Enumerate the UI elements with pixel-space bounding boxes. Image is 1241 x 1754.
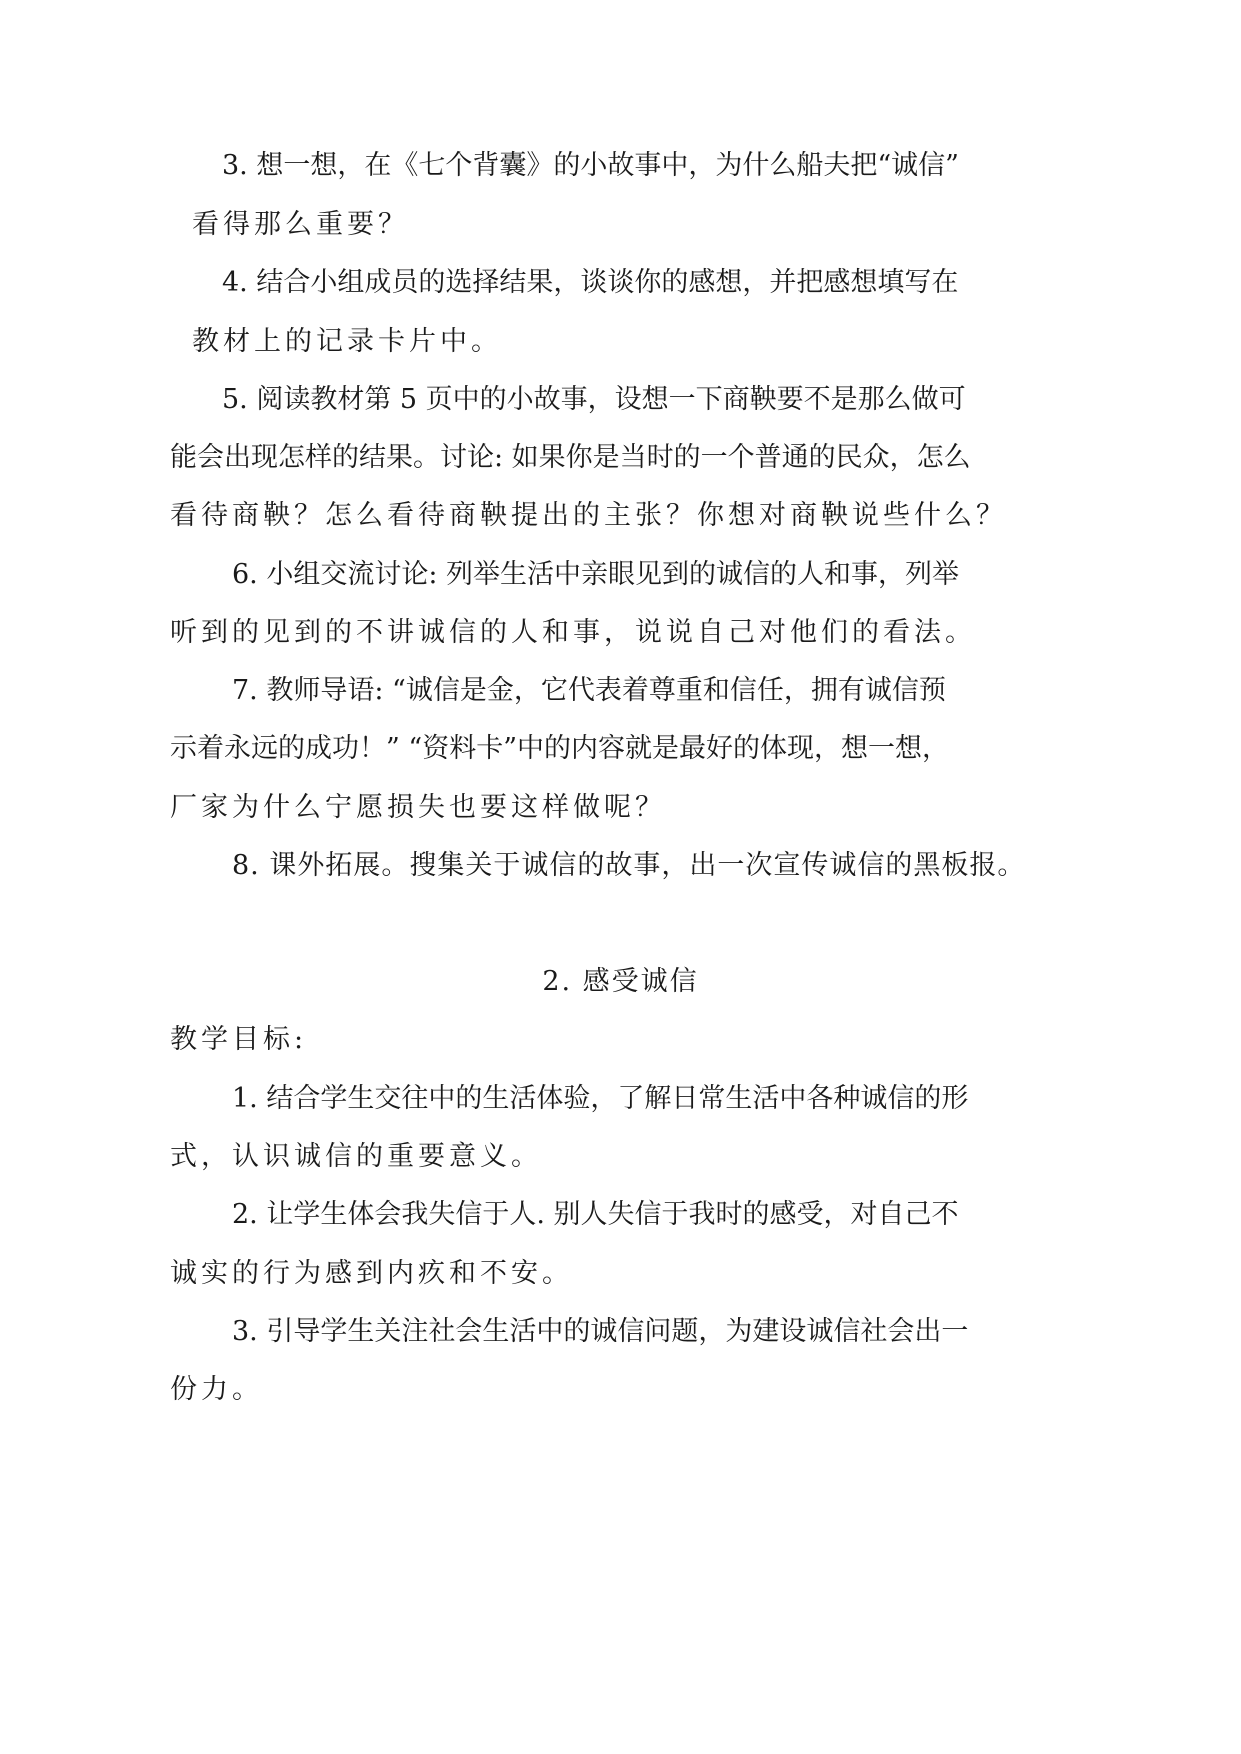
item-6-line-1: 6. 小组交流讨论: 列举生活中亲眼见到的诚信的人和事，列举 xyxy=(232,559,960,590)
section-title: 2. 感受诚信 xyxy=(542,966,699,997)
item-4-line-2: 教材上的记录卡片中。 xyxy=(192,326,502,357)
goal-3-line-2: 份力。 xyxy=(170,1374,263,1405)
item-8-line-1: 8. 课外拓展。搜集关于诚信的故事，出一次宣传诚信的黑板报。 xyxy=(232,850,1026,881)
goal-2-line-2: 诚实的行为感到内疚和不安。 xyxy=(170,1258,573,1289)
item-4-line-1: 4. 结合小组成员的选择结果，谈谈你的感想，并把感想填写在 xyxy=(222,267,959,298)
goals-heading: 教学目标: xyxy=(170,1024,308,1055)
goal-1-line-2: 式，认识诚信的重要意义。 xyxy=(170,1141,542,1172)
goal-3-line-1: 3. 引导学生关注社会生活中的诚信问题，为建设诚信社会出一 xyxy=(232,1316,969,1347)
item-5-line-1: 5. 阅读教材第 5 页中的小故事，设想一下商鞅要不是那么做可 xyxy=(222,384,966,415)
item-5-line-3: 看待商鞅？怎么看待商鞅提出的主张？你想对商鞅说些什么？ xyxy=(170,500,1007,531)
item-3-line-1: 3. 想一想，在《七个背囊》的小故事中，为什么船夫把“诚信” xyxy=(222,150,959,181)
item-7-line-1: 7. 教师导语: “诚信是金，它代表着尊重和信任，拥有诚信预 xyxy=(232,675,946,706)
goal-1-line-1: 1. 结合学生交往中的生活体验，了解日常生活中各种诚信的形 xyxy=(232,1083,969,1114)
item-3-line-2: 看得那么重要？ xyxy=(192,209,409,240)
item-7-line-3: 厂家为什么宁愿损失也要这样做呢？ xyxy=(170,792,666,823)
goal-2-line-1: 2. 让学生体会我失信于人. 别人失信于我时的感受，对自己不 xyxy=(232,1199,959,1230)
item-6-line-2: 听到的见到的不讲诚信的人和事，说说自己对他们的看法。 xyxy=(170,617,976,648)
item-5-line-2: 能会出现怎样的结果。讨论: 如果你是当时的一个普通的民众，怎么 xyxy=(170,442,971,473)
item-7-line-2: 示着永远的成功！” “资料卡”中的内容就是最好的体现，想一想， xyxy=(170,733,949,764)
